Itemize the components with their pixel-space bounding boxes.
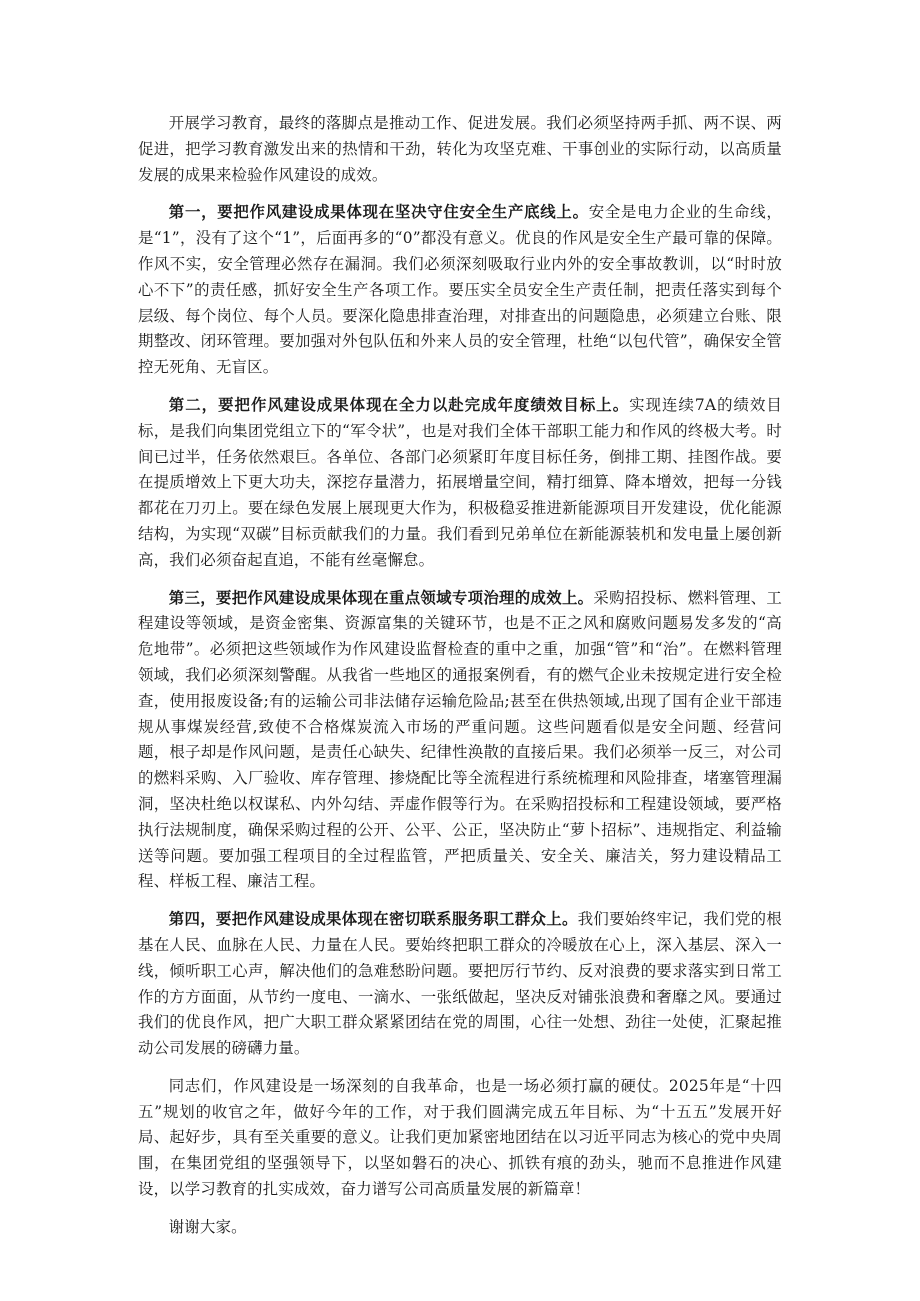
section-heading-3: 第三，要把作风建设成果体现在重点领域专项治理的成效上。: [168, 588, 594, 607]
document-page: [138, 111, 782, 1253]
section-paragraph-3: [138, 586, 782, 896]
section-paragraph-2: [138, 393, 782, 574]
intro-paragraph: 开展学习教育，最终的落脚点是推动工作、促进发展。我们必须坚持两手抓、两不误、两促进，把学习教育激发出来的热情和干劲，转化为攻坚克难、干事创业的实际行动，以高质量发展的成果来检验作风建设的成效。: [138, 114, 782, 184]
section-paragraph-4: [138, 907, 782, 1062]
section-body-2: 实现连续7A的绩效目标，是我们向集团党组立下的“军令状”，也是对我们全体干部职工能力和作风的终极大考。时间已过半，任务依然艰巨。各单位、各部门必须紧盯年度目标任务，倒排工期、挂图作战。要在提质增效上下更大功夫，深挖存量潜力，拓展增量空间，精打细算、降本增效，把每一分钱都花在刀刃上。要在绿色发展上展现更大作为，积极稳妥推进新能源项目开发建设，优化能源结构，为实现“双碳”目标贡献我们的力量。我们看到兄弟单位在新能源装机和发电量上屡创新高，我们必须奋起直追，不能有丝毫懈怠。: [138, 395, 782, 569]
section-heading-2: 第二，要把作风建设成果体现在全力以赴完成年度绩效目标上。: [168, 395, 630, 414]
closing-remark: 谢谢大家。: [168, 1217, 247, 1236]
conclusion-paragraph: 同志们，作风建设是一场深刻的自我革命，也是一场必须打赢的硬仗。2025年是“十四五”规划的收官之年，做好今年的工作，对于我们圆满完成五年目标、为“十五五”发展开好局、起好步，具有至关重要的意义。让我们更加紧密地团结在以习近平同志为核心的党中央周围，在集团党组的坚强领导下，以坚如磐石的决心、抓铁有痕的劲头，驰而不息推进作风建设，以学习教育的扎实成效，奋力谱写公司高质量发展的新篇章！: [138, 1076, 782, 1199]
section-body-4: 我们要始终牢记，我们党的根基在人民、血脉在人民、力量在人民。要始终把职工群众的冷暖放在心上，深入基层、深入一线，倾听职工心声，解决他们的急难愁盼问题。要把厉行节约、反对浪费的要求落实到日常工作的方方面面，从节约一度电、一滴水、一张纸做起，坚决反对铺张浪费和奢靡之风。要通过我们的优良作风，把广大职工群众紧紧团结在党的周围，心往一处想、劲往一处使，汇聚起推动公司发展的磅礴力量。: [138, 910, 782, 1058]
section-body-1: 安全是电力企业的生命线，是“1”，没有了这个“1”，后面再多的“0”都没有意义。优良的作风是安全生产最可靠的保障。作风不实，安全管理必然存在漏洞。我们必须深刻吸取行业内外的安全事故教训，以“时时放心不下”的责任感，抓好安全生产各项工作。要压实全员安全生产责任制，把责任落实到每个层级、每个岗位、每个人员。要深化隐患排查治理，对排查出的问题隐患，必须建立台账、限期整改、闭环管理。要加强对外包队伍和外来人员的安全管理，杜绝“以包代管”，确保安全管控无死角、无盲区。: [138, 203, 783, 377]
section-body-3: 采购招投标、燃料管理、工程建设等领域，是资金密集、资源富集的关键环节，也是不正之风和腐败问题易发多发的“高危地带”。必须把这些领域作为作风建设监督检查的重中之重，加强“管”和“治”。在燃料管理领域，我们必须深刻警醒。从我省一些地区的通报案例看，有的燃气企业未按规定进行安全检查，使用报废设备;有的运输公司非法储存运输危险品;甚至在供热领域,出现了国有企业干部违规从事煤炭经营,致使不合格煤炭流入市场的严重问题。这些问题看似是安全问题、经营问题，根子却是作风问题，是责任心缺失、纪律性涣散的直接后果。我们必须举一反三，对公司的燃料采购、入厂验收、库存管理、掺烧配比等全流程进行系统梳理和风险排查，堵塞管理漏洞，坚决杜绝以权谋私、内外勾结、弄虚作假等行为。在采购招投标和工程建设领域，要严格执行法规制度，确保采购过程的公开、公平、公正，坚决防止“萝卜招标”、违规指定、利益输送等问题。要加强工程项目的全过程监管，严把质量关、安全关、廉洁关，努力建设精品工程、样板工程、廉洁工程。: [138, 588, 783, 891]
section-paragraph-1: [138, 200, 782, 381]
section-heading-4: 第四，要把作风建设成果体现在密切联系服务职工群众上。: [168, 910, 578, 929]
section-heading-1: 第一，要把作风建设成果体现在坚决守住安全生产底线上。: [168, 203, 589, 222]
